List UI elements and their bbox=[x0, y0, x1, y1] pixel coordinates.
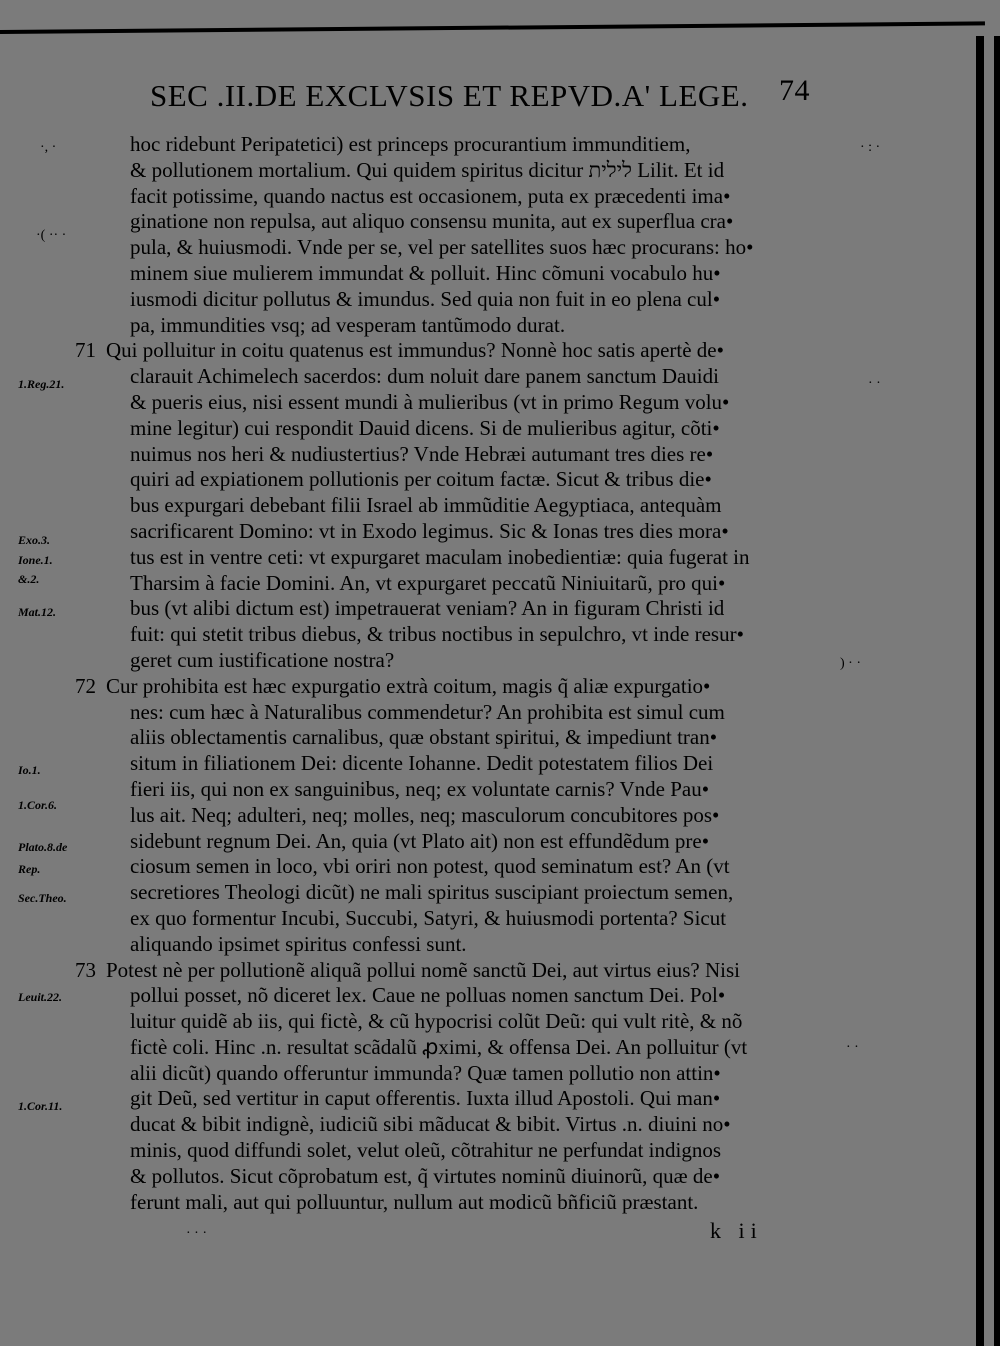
text-line: clarauit Achimelech sacerdos: dum noluit dare panem sanctum Dauidi bbox=[130, 364, 719, 389]
page-edge-outer bbox=[994, 36, 1000, 1346]
text-line: quiri ad expiationem pollutionis per coitum factæ. Sicut & tribus die• bbox=[130, 467, 712, 492]
marginal-note: Sec.Theo. bbox=[18, 891, 67, 905]
section-number: 71 bbox=[75, 338, 96, 363]
text-line: nuimus nos heri & nudiustertius? Vnde Hebræi autumant tres dies re• bbox=[130, 441, 714, 466]
main-text bbox=[75, 132, 826, 1215]
marginal-note: 1.Reg.21. bbox=[18, 377, 65, 391]
marginal-note: Io.1. bbox=[18, 763, 41, 777]
marginal-note: Leuit.22. bbox=[18, 990, 62, 1004]
text-line: pa, immundities vsq; ad vesperam tantũmodo durat. bbox=[130, 312, 566, 337]
marginal-note: &.2. bbox=[18, 572, 40, 586]
marginal-note: Rep. bbox=[18, 862, 41, 876]
text-line: tus est in ventre ceti: vt expurgaret maculam inobedientiæ: quia fugerat in bbox=[130, 544, 750, 569]
text-line: luitur quidẽ ab iis, qui fictè, & cũ hypocrisi colũt Deũ: qui vult ritè, & nõ bbox=[130, 1009, 743, 1034]
text-line: Tharsim à facie Domini. An, vt expurgaret peccatũ Niniuitarũ, pro qui• bbox=[130, 570, 726, 595]
marginal-note: 1.Cor.11. bbox=[18, 1099, 63, 1113]
section-73-first-line: 73 Potest nè per pollutionẽ aliquã pollui nomẽ sanctũ Dei, aut virtus eius? Nisi bbox=[106, 958, 826, 984]
text-line: git Deũ, sed vertitur in caput offerentis. Iuxta illud Apostoli. Qui man• bbox=[130, 1086, 721, 1111]
ink-speck: · : · bbox=[860, 140, 881, 155]
text-line: ferunt mali, aut qui polluuntur, nullum aut modicũ bñficiũ præstant. bbox=[130, 1189, 699, 1214]
section-71-first-line: 71 Qui polluitur in coitu quatenus est immundus? Nonnè hoc satis apertè de• bbox=[106, 338, 826, 364]
running-head bbox=[150, 74, 810, 114]
text-line: & pueris eius, nisi essent mundi à mulieribus (vt in primo Regum volu• bbox=[130, 389, 730, 414]
text-line: hoc ridebunt Peripatetici) est princeps procurantium immunditiem, bbox=[130, 132, 691, 156]
text-line: & pollutos. Sicut cõprobatum est, q̃ virtutes nominũ diuinorũ, quæ de• bbox=[130, 1163, 721, 1188]
ink-speck: · · bbox=[868, 376, 881, 391]
text-line: bus (vt alibi dictum est) impetrauerat veniam? An in figuram Christi id bbox=[130, 596, 725, 621]
text-line: minem siue mulierem immundat & polluit. Hinc cõmuni vocabulo hu• bbox=[130, 260, 721, 285]
ink-speck: ·, · bbox=[40, 140, 57, 155]
text-line: ciosum semen in loco, vbi oriri non potest, quod seminatum est? An (vt bbox=[130, 854, 730, 879]
ink-speck: · · bbox=[846, 1040, 859, 1055]
marginal-note: Plato.8.de bbox=[18, 840, 68, 854]
text-line: mine legitur) cui respondit Dauid dicens. Si de mulieribus agitur, cõti• bbox=[130, 415, 720, 440]
marginal-note: 1.Cor.6. bbox=[18, 798, 58, 812]
text-line: fictè coli. Hinc .n. resultat scãdalũ ꝓximi, & offensa Dei. An polluitur (vt bbox=[130, 1034, 748, 1059]
text-line: nes: cum hæc à Naturalibus commendetur? An prohibita est simul cum bbox=[130, 699, 725, 724]
text-line: fuit: qui stetit tribus diebus, & tribus noctibus in sepulchro, vt inde resur• bbox=[130, 622, 744, 647]
text-line: alii dicũt) quando offeruntur immunda? Quæ tamen pollutio non attin• bbox=[130, 1060, 721, 1085]
text-line: ginatione non repulsa, aut aliquo consensu munita, aut ex superflua cra• bbox=[130, 209, 734, 234]
text-line: facit potissime, quando nactus est occasionem, puta ex præcedenti ima• bbox=[130, 183, 731, 208]
text-line: secretiores Theologi dicũt) ne mali spiritus suscipiant proiectum semen, bbox=[130, 880, 734, 905]
marginal-note: Exo.3. bbox=[18, 533, 51, 547]
text-line: ex quo formentur Incubi, Succubi, Satyri, & huiusmodi portenta? Sicut bbox=[130, 905, 727, 930]
text-line: aliis oblectamentis carnalibus, quæ obstant spiritui, & impediunt tran• bbox=[130, 725, 718, 750]
ink-speck: ) · · bbox=[840, 656, 861, 671]
top-rule bbox=[0, 21, 985, 34]
text-line: & pollutionem mortalium. Qui quidem spiritus dicitur לילית Lilit. Et id bbox=[130, 157, 725, 182]
text-line: aliquando ipsimet spiritus confessi sunt. bbox=[130, 931, 467, 956]
marginal-note: Ione.1. bbox=[18, 553, 53, 567]
text-line: pula, & huiusmodi. Vnde per se, vel per satellites suos hæc procurans: ho• bbox=[130, 235, 754, 260]
text-line: lus ait. Neq; adulteri, neq; molles, neq; masculorum concubitores pos• bbox=[130, 802, 720, 827]
text-line: situm in filiationem Dei: dicente Iohanne. Dedit potestatem filios Dei bbox=[130, 751, 714, 776]
section-72-first-line: 72 Cur prohibita est hæc expurgatio extrà coitum, magis q̃ aliæ expurgatio• bbox=[106, 674, 826, 700]
ink-speck: · · · bbox=[186, 1226, 207, 1241]
text-line: minis, quod diffundi solet, velut oleũ, cõtrahitur ne perfundat indignos bbox=[130, 1138, 722, 1163]
text-line: bus expurgari debebant filii Israel ab immũditie Aegyptiaca, antequàm bbox=[130, 493, 722, 518]
section-number: 73 bbox=[75, 957, 96, 982]
text-line: ducat & bibit indignè, iudiciũ sibi mãducat & bibit. Virtus .n. diuini no• bbox=[130, 1112, 731, 1137]
running-head-title: SEC .II.DE EXCLVSIS ET REPVD.A' LEGE. bbox=[150, 78, 749, 113]
section-number: 72 bbox=[75, 673, 96, 698]
signature-mark: k ii bbox=[710, 1218, 763, 1243]
text-line: fieri iis, qui non ex sanguinibus, neq; ex voluntate carnis? Vnde Pau• bbox=[130, 776, 710, 801]
text-line: geret cum iustificatione nostra? bbox=[130, 647, 395, 672]
page-edge bbox=[976, 36, 984, 1346]
text-line: sacrificarent Domino: vt in Exodo legimus. Sic & Ionas tres dies mora• bbox=[130, 518, 729, 543]
ink-speck: ·( ·· · bbox=[36, 228, 67, 243]
text-line: iusmodi dicitur pollutus & imundus. Sed quia non fuit in eo plena cul• bbox=[130, 286, 721, 311]
text-line: sidebunt regnum Dei. An, quia (vt Plato ait) non est effundẽdum pre• bbox=[130, 828, 710, 853]
page-number: 74 bbox=[779, 74, 810, 107]
text-line: pollui posset, nõ diceret lex. Caue ne polluas nomen sanctum Dei. Pol• bbox=[130, 983, 726, 1008]
marginal-note: Mat.12. bbox=[18, 605, 57, 619]
